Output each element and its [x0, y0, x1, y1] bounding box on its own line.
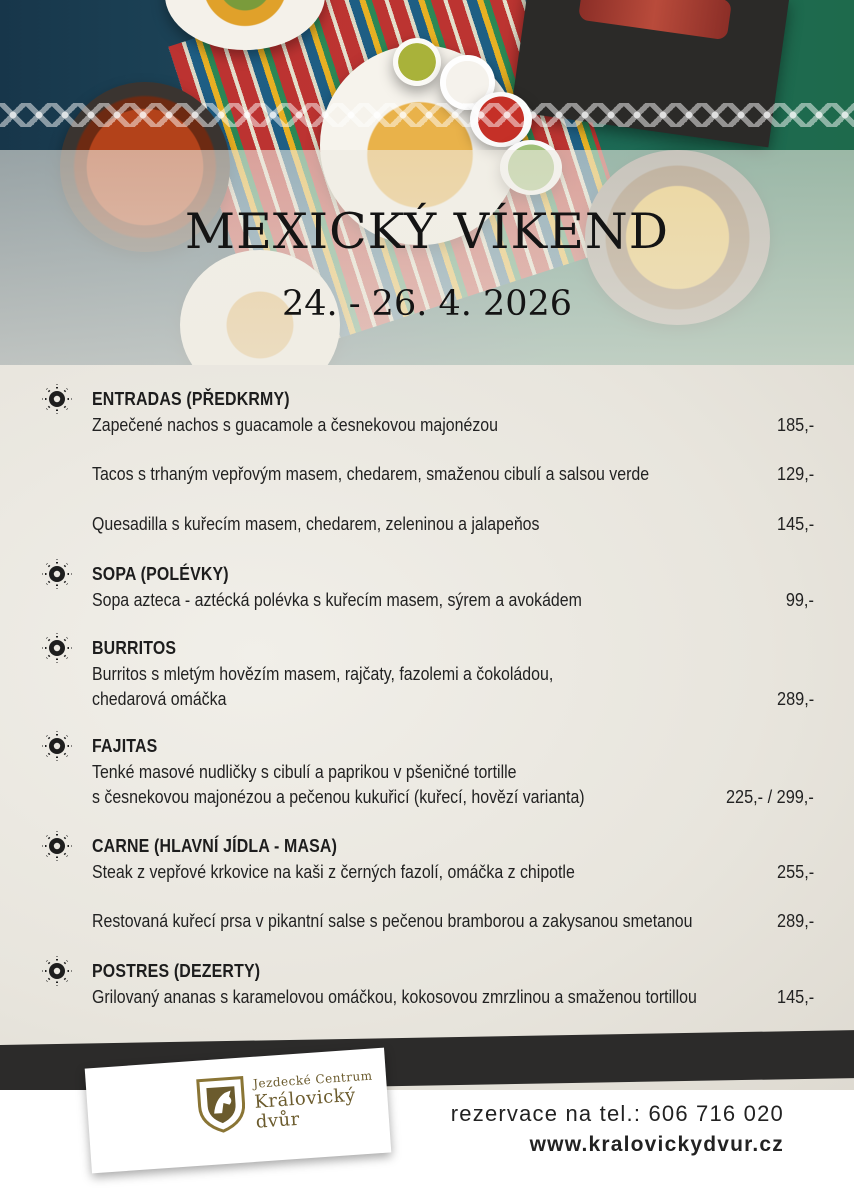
- menu-item-text: Sopa azteca - aztécká polévka s kuřecím masem, sýrem a avokádem: [92, 589, 582, 610]
- section-title: ENTRADAS (PŘEDKRMY): [92, 388, 290, 409]
- dip-bowl: [393, 38, 441, 86]
- menu-item-text: Tacos s trhaným vepřovým masem, chedarem, smaženou cibulí a salsou verde: [92, 463, 650, 484]
- menu-item-text: Zapečené nachos s guacamole a česnekovou majonézou: [92, 414, 498, 435]
- sun-icon: [40, 829, 74, 863]
- sun-icon: [40, 382, 74, 416]
- menu-item-price: 129,-: [776, 463, 814, 484]
- menu-item-price: 289,-: [776, 688, 814, 709]
- menu-item-text: Grilovaný ananas s karamelovou omáčkou, kokosovou zmrzlinou a smaženou tortillou: [92, 986, 697, 1007]
- brand-name-line2: dvůr: [255, 1108, 301, 1133]
- menu-item-text: Burritos s mletým hovězím masem, rajčaty, fazolemi a čokoládou,: [92, 663, 554, 684]
- menu-item-text: Restovaná kuřecí prsa v pikantní salse s pečenou bramborou a zakysanou smetanou: [92, 910, 693, 931]
- menu-item-price: 185,-: [776, 414, 814, 435]
- menu-item-price: 145,-: [776, 986, 814, 1007]
- horse-shield-logo: [194, 1073, 250, 1134]
- menu-item-price: 225,- / 299,-: [726, 786, 814, 807]
- section-title: SOPA (POLÉVKY): [92, 563, 229, 584]
- menu-item-price: 289,-: [776, 910, 814, 931]
- brand-card: [85, 1048, 392, 1174]
- menu-item-text: chedarová omáčka: [92, 688, 227, 709]
- diamond-band: [0, 103, 854, 127]
- brand-subtitle: Jezdecké Centrum: [252, 1068, 373, 1091]
- reservation-phone: rezervace na tel.: 606 716 020: [450, 1101, 784, 1126]
- brand-name-line1: Královický: [253, 1084, 357, 1113]
- menu-item-price: 99,-: [785, 589, 814, 610]
- menu-item-text: Tenké masové nudličky s cibulí a paprikou v pšeničné tortille: [92, 761, 517, 782]
- menu-item-text: Steak z vepřové krkovice na kaši z černých fazolí, omáčka z chipotle: [92, 861, 575, 882]
- event-date: 24. - 26. 4. 2026: [281, 284, 573, 324]
- section-title: BURRITOS: [92, 637, 177, 658]
- section-title: CARNE (HLAVNÍ JÍDLA - MASA): [92, 835, 338, 856]
- sun-icon: [40, 631, 74, 665]
- section-title: FAJITAS: [92, 735, 158, 756]
- menu-item-price: 255,-: [776, 861, 814, 882]
- brand-name: [254, 1086, 358, 1133]
- page-title: MEXICKÝ VÍKEND: [184, 203, 670, 260]
- menu-item-price: 145,-: [776, 513, 814, 534]
- menu-item-text: Quesadilla s kuřecím masem, chedarem, zeleninou a jalapeňos: [92, 513, 540, 534]
- website-link[interactable]: www.kralovickydvur.cz: [529, 1133, 784, 1156]
- sun-icon: [40, 729, 74, 763]
- menu-item-text: s česnekovou majonézou a pečenou kukuřicí (kuřecí, hovězí varianta): [92, 786, 585, 807]
- sun-icon: [40, 954, 74, 988]
- section-title: POSTRES (DEZERTY): [92, 960, 261, 981]
- sun-icon: [40, 557, 74, 591]
- hero-banner: [0, 0, 854, 365]
